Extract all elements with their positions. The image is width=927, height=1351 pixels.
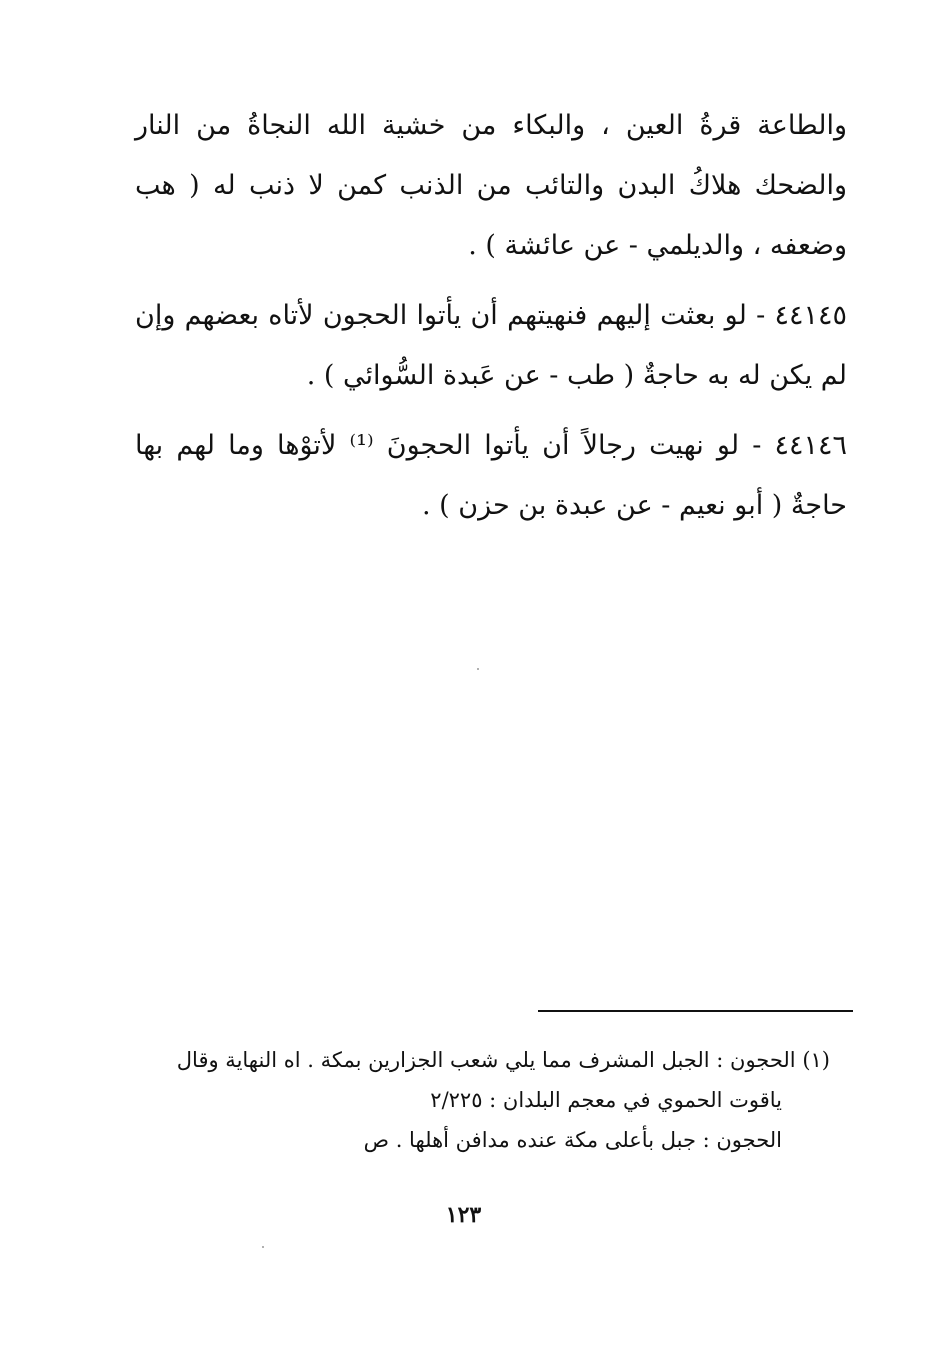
footnote-line-1: (١) الحجون : الجبل المشرف مما يلي شعب الجزارين بمكة . اه النهاية وقال (176, 1048, 830, 1072)
hadith-number: ٤٤١٤٦ (774, 430, 847, 461)
hadith-text: - لو نهيت رجالاً أن يأتوا الحجونَ ⁽¹⁾ لأتوْها وما لهم بها حاجةٌ ( أبو نعيم - عن عبدة بن حزن ) . (135, 430, 847, 521)
hadith-text: - لو بعثت إليهم فنهيتهم أن يأتوا الحجون لأتاه بعضهم وإن لم يكن له به حاجةٌ ( طب - عن عَبدة السُّوائي ) . (135, 300, 847, 391)
footnote-separator (538, 1010, 853, 1012)
hadith-number: ٤٤١٤٥ (774, 300, 847, 331)
footnote-line-3: الحجون : جبل بأعلى مكة عنده مدافن أهلها . ص (363, 1128, 782, 1152)
footnote-line-2: ياقوت الحموي في معجم البلدان : ٢/٢٢٥ (430, 1088, 782, 1112)
main-text (135, 96, 847, 546)
hadith-44146 (135, 416, 847, 536)
scan-speck (262, 1246, 264, 1248)
hadith-44145 (135, 286, 847, 406)
paragraph-continuation (135, 96, 847, 276)
footnote (140, 1040, 830, 1160)
paragraph-text: والطاعة قرةُ العين ، والبكاء من خشية الله النجاةُ من النار والضحك هلاكُ البدن والتائب من الذنب كمن لا ذنب له ( هب وضعفه ، والديلمي - عن عائشة ) . (135, 110, 847, 261)
page-number: ١٢٣ (445, 1202, 482, 1228)
scan-speck (477, 668, 479, 670)
